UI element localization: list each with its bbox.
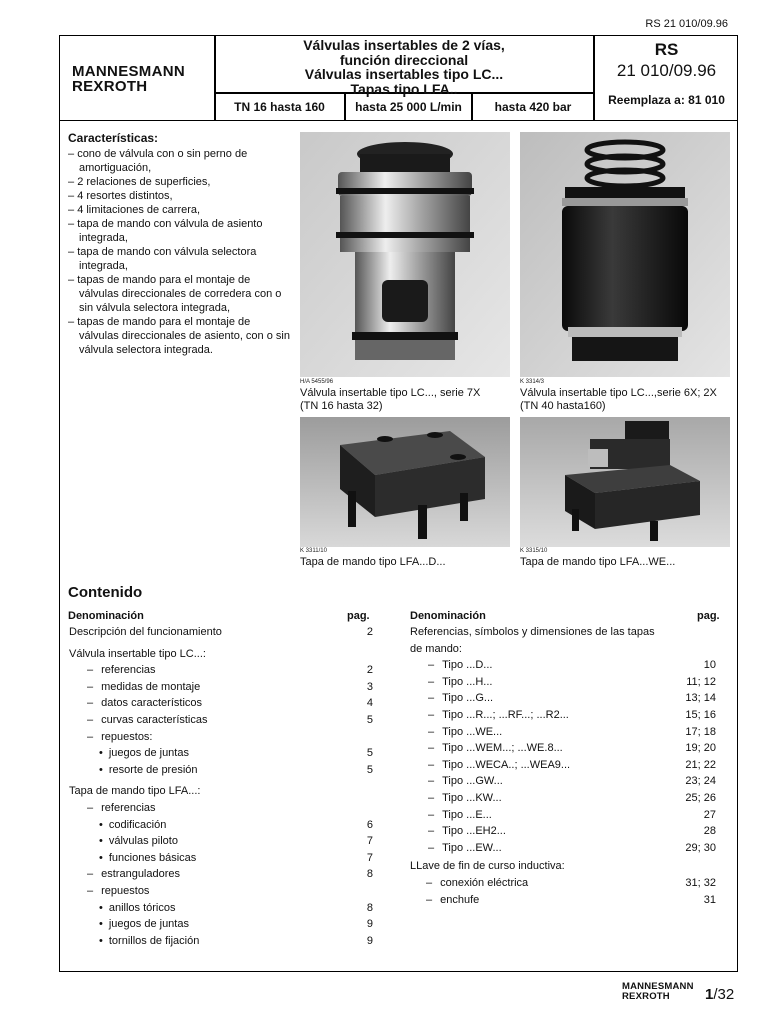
toc-entry [69,785,200,797]
toc-entry [99,747,189,759]
logo-line: REXROTH [72,78,148,95]
toc-entry-page: 2 [366,626,373,638]
toc-entry [410,626,655,638]
toc-entry [428,659,492,671]
toc-entry-label: • codificación [99,819,166,831]
toc-entry [428,825,506,837]
toc-entry-label: – Tipo ...E... [428,809,492,821]
caption-line: (TN 16 hasta 32) [300,400,383,412]
toc-entry-label: Válvula insertable tipo LC...: [69,647,206,660]
spec-pressure: hasta 420 bar [494,100,572,114]
toc-entry-label: – Tipo ...R...; ...RF...; ...R2... [428,709,569,721]
toc-entry [428,759,570,771]
toc-entry-page: 11; 12 [686,675,716,688]
toc-entry-label: LLave de fin de curso inductiva: [410,860,565,873]
toc-entry [428,842,502,854]
spec-flow: hasta 25 000 L/min [355,100,462,114]
toc-entry-label: – Tipo ...EH2... [428,825,506,837]
caption-line: Válvula insertable tipo LC..., serie 7X [300,387,481,399]
toc-entry [99,935,199,947]
feature-item: – tapas de mando para el montaje de válvulas direccionales de corredera con o sin válvula selectora integrada, [68,273,293,315]
toc-entry-page: 9 [366,934,373,947]
toc-entry [87,868,180,880]
toc-entry-page: 23; 24 [685,775,716,788]
current-page: 1 [705,986,714,1003]
replaces-note: Reemplaza a: 81 010 [608,93,725,107]
toc-entry-label: – Tipo ...EW... [428,842,502,854]
logo-line: MANNESMANN [72,63,185,80]
toc-entry-label: • funciones básicas [99,852,196,864]
feature-item: – 4 limitaciones de carrera, [68,203,293,217]
toc-entry [99,764,198,776]
document-reference: RS 21 010/09.96 [645,18,728,30]
toc-page-header: pag. [347,610,370,622]
toc-column-header: Denominación [410,610,486,622]
toc-entry-label: Referencias, símbolos y dimensiones de las tapas [410,626,655,638]
toc-entry-label: • válvulas piloto [99,835,178,847]
photo-id: K 3311/10 [300,548,327,554]
toc-entry-label: – repuestos: [87,731,153,743]
toc-entry-label: – referencias [87,802,156,814]
rs-label: RS [654,40,679,59]
toc-entry-label: – referencias [87,664,156,676]
toc-entry [99,835,178,847]
toc-entry [428,809,492,821]
toc-entry-page: 5 [366,763,373,776]
toc-entry-label: • juegos de juntas [99,918,189,930]
toc-entry [69,648,206,660]
toc-entry [428,692,493,704]
toc-entry-label: – Tipo ...G... [428,692,493,704]
toc-entry-label: • resorte de presión [99,764,198,776]
title-line: Tapas tipo LFA.. [350,80,458,97]
caption-line: (TN 40 hasta160) [520,400,606,412]
toc-entry [87,681,200,693]
toc-entry-page: 21; 22 [685,758,716,771]
logo-line: REXROTH [622,991,670,1002]
toc-entry-label: – repuestos [87,885,149,897]
feature-item: – 2 relaciones de superficies, [68,175,293,189]
toc-entry-label: – conexión eléctrica [426,877,528,889]
toc-entry-page: 3 [366,680,373,693]
toc-entry [87,664,156,676]
toc-entry-page: 28 [703,825,716,838]
footer-logo [622,982,694,1002]
toc-entry [87,731,153,743]
toc-entry-label: • juegos de juntas [99,747,189,759]
toc-entry [426,894,479,906]
toc-entry-label: – enchufe [426,894,479,906]
feature-item: – cono de válvula con o sin perno de amortiguación, [68,147,293,175]
toc-entry [428,742,563,754]
photo-id: K 3315/10 [520,548,548,554]
toc-entry [99,902,176,914]
toc-entry-page: 15; 16 [685,709,716,721]
toc-entry-page: 8 [366,868,373,881]
toc-entry [87,885,149,897]
toc-entry-label: – Tipo ...H... [428,676,492,688]
logo-line: MANNESMANN [622,981,694,992]
toc-entry-page: 19; 20 [685,742,716,755]
toc-entry [428,709,569,721]
toc-entry-page: 8 [366,901,373,914]
photo-id: H/A 5455/96 [300,379,334,385]
feature-item: – tapa de mando con válvula selectora integrada, [68,245,293,273]
toc-entry-page: 31 [703,893,716,906]
toc-entry-page: 4 [366,697,373,710]
toc-entry [87,697,202,709]
toc-entry-page: 6 [366,818,373,831]
toc-entry-label: – Tipo ...D... [428,659,492,671]
toc-entry [410,860,565,872]
toc-entry-page: 2 [366,664,373,677]
rs-number: 21 010/09.96 [616,61,717,80]
contents-title: Contenido [68,584,143,601]
toc-entry-page: 9 [366,918,373,931]
toc-entry-label: – Tipo ...GW... [428,775,503,787]
toc-entry-label: de mando: [410,642,462,655]
toc-entry [87,714,208,726]
toc-entry-label: – Tipo ...KW... [428,792,502,804]
toc-entry [87,802,156,814]
toc-entry-page: 13; 14 [685,692,716,705]
toc-entry-label: – datos característicos [87,697,202,709]
toc-entry-label: Descripción del funcionamiento [69,626,222,638]
toc-entry [428,726,502,738]
toc-entry-label: – curvas características [87,714,208,726]
total-pages: /32 [713,986,735,1003]
toc-entry-label: • anillos tóricos [99,902,176,914]
photo-caption: Tapa de mando tipo LFA...WE... [520,556,676,568]
spec-size: TN 16 hasta 160 [234,100,325,114]
toc-entry-page: 5 [366,747,373,760]
photo-id: K 3314/3 [520,379,545,385]
toc-entry-label: – Tipo ...WEM...; ...WE.8... [428,742,563,754]
toc-entry-page: 7 [366,835,373,848]
caption-line: Válvula insertable tipo LC...,serie 6X; 2X [520,387,717,399]
features-heading: Características: [68,131,159,145]
toc-entry [99,819,166,831]
toc-entry [69,626,222,638]
toc-entry-page: 29; 30 [685,841,716,854]
title-line: función direccional [339,51,469,68]
toc-entry-label: – estranguladores [87,868,180,880]
title-line: Válvulas insertables tipo LC... [304,66,504,82]
toc-entry-label: – medidas de montaje [87,681,200,693]
toc-page-header: pag. [697,610,720,622]
toc-entry [428,792,502,804]
toc-entry [99,918,189,930]
toc-entry-label: • tornillos de fijación [99,935,199,947]
feature-item: – tapas de mando para el montaje de válvulas direccionales de asiento, con o sin válvula selectora integrada. [68,315,293,357]
toc-entry-page: 31; 32 [685,877,716,889]
title-line: Válvulas insertables de 2 vías, [303,37,505,53]
feature-item: – tapa de mando con válvula de asiento integrada, [68,217,293,245]
page-number [705,986,734,1003]
feature-item: – 4 resortes distintos, [68,189,293,203]
toc-entry [428,775,503,787]
toc-column-header: Denominación [68,610,144,622]
toc-entry [99,852,196,864]
toc-entry-page: 25; 26 [685,792,716,804]
toc-entry-label: – Tipo ...WECA..; ...WEA9... [428,759,570,771]
toc-entry-label: – Tipo ...WE... [428,726,502,738]
toc-entry-page: 17; 18 [685,725,716,738]
toc-entry-page: 7 [366,851,373,864]
toc-entry-page: 5 [366,714,373,726]
toc-entry [428,676,492,688]
toc-entry-label: Tapa de mando tipo LFA...: [69,785,201,798]
toc-entry-page: 10 [703,659,716,672]
toc-entry [426,877,528,889]
toc-entry [410,643,462,655]
photo-caption: Tapa de mando tipo LFA...D... [300,556,446,568]
toc-entry-page: 27 [703,808,716,821]
